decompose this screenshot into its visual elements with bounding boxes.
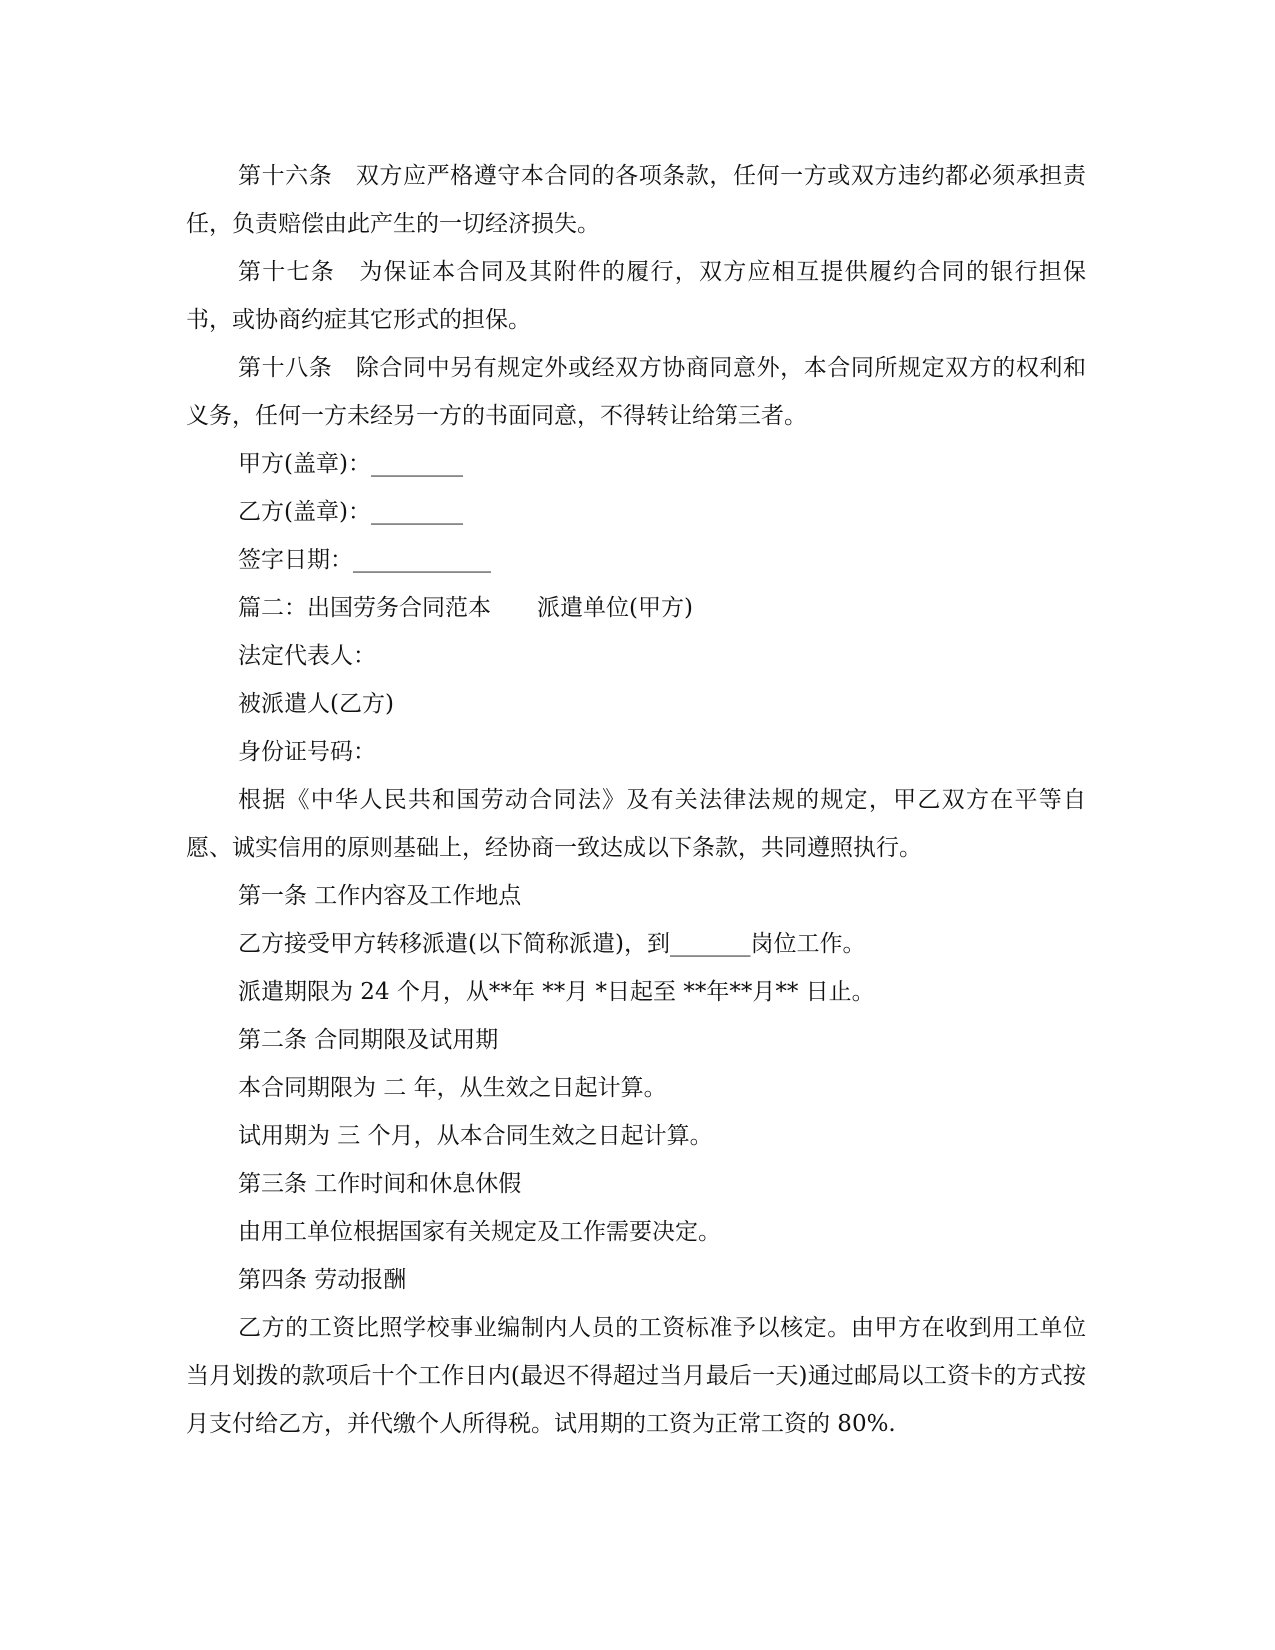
article-2-heading: 第二条 合同期限及试用期 — [238, 1027, 499, 1053]
remuneration-paragraph: 乙方的工资比照学校事业编制内人员的工资标准予以核定。由甲方在收到用工单位当月划拨的款项后十个工作日内(最迟不得超过当月最后一天)通过邮局以工资卡的方式按月支付给乙方，并代缴个人所得税。试用期的工资为正常工资的 80%. — [186, 1315, 1086, 1437]
article-3-heading: 第三条 工作时间和休息休假 — [238, 1171, 522, 1197]
dispatch-period-line: 派遣期限为 24 个月，从**年 **月 *日起至 **年**月** 日止。 — [238, 979, 875, 1005]
document-body — [186, 152, 1086, 1448]
legal-representative-line: 法定代表人： — [238, 643, 376, 669]
article-16: 第十六条 双方应严格遵守本合同的各项条款，任何一方或双方违约都必须承担责任，负责赔偿由此产生的一切经济损失。 — [186, 163, 1086, 237]
signing-date-line: 签字日期：____________ — [238, 547, 491, 573]
article-1-heading: 第一条 工作内容及工作地点 — [238, 883, 522, 909]
contract-term-line: 本合同期限为 二 年，从生效之日起计算。 — [238, 1075, 667, 1101]
probation-line: 试用期为 三 个月，从本合同生效之日起计算。 — [238, 1123, 713, 1149]
party-b-seal-line: 乙方(盖章)：________ — [238, 499, 463, 525]
dispatch-position-line: 乙方接受甲方转移派遣(以下简称派遣)，到_______岗位工作。 — [238, 931, 866, 957]
party-a-seal-line: 甲方(盖章)：________ — [238, 451, 463, 477]
section-two-heading: 篇二：出国劳务合同范本 派遣单位(甲方) — [238, 595, 693, 621]
article-17: 第十七条 为保证本合同及其附件的履行，双方应相互提供履约合同的银行担保书，或协商约症其它形式的担保。 — [186, 259, 1086, 333]
dispatched-person-line: 被派遣人(乙方) — [238, 691, 394, 717]
working-hours-line: 由用工单位根据国家有关规定及工作需要决定。 — [238, 1219, 721, 1245]
id-number-line: 身份证号码： — [238, 739, 376, 765]
preamble-paragraph: 根据《中华人民共和国劳动合同法》及有关法律法规的规定，甲乙双方在平等自愿、诚实信用的原则基础上，经协商一致达成以下条款，共同遵照执行。 — [186, 787, 1086, 861]
article-4-heading: 第四条 劳动报酬 — [238, 1267, 407, 1293]
article-18: 第十八条 除合同中另有规定外或经双方协商同意外，本合同所规定双方的权利和义务，任何一方未经另一方的书面同意，不得转让给第三者。 — [186, 355, 1086, 429]
